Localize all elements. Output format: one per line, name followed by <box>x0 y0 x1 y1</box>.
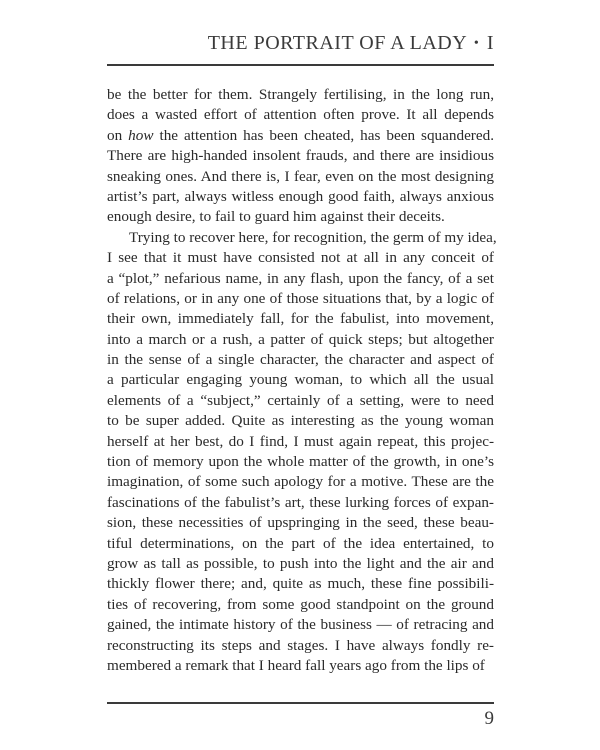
paragraph <box>107 228 497 677</box>
text-run: the attention has been cheated, has been squandered. <box>153 126 494 144</box>
italic-word: how <box>128 126 154 144</box>
text-line: tion of memory upon the whole matter of the growth, in one’s <box>107 453 494 471</box>
text-line: of relations, or in any one of those situations that, by a logic of <box>107 289 494 307</box>
text-line: membered a remark that I heard fall years ago from the lips of <box>107 656 485 674</box>
paragraph <box>107 85 494 228</box>
text-line: There are high-handed insolent frauds, and there are insidious <box>107 147 494 165</box>
text-line: gained, the intimate history of the business — of retracing and <box>107 616 494 634</box>
text-line: a “plot,” nefarious name, in any flash, upon the fancy, of a set <box>107 269 494 287</box>
running-head-title: THE PORTRAIT OF A LADY <box>207 32 467 54</box>
text-line: tiful determinations, on the part of the idea entertained, to <box>107 534 494 552</box>
text-line: artist’s part, always witless enough good faith, always anxious <box>107 187 494 205</box>
text-line <box>107 126 494 146</box>
text-line: fascinations of the fabulist’s art, these lurking forces of expan- <box>107 493 494 511</box>
text-line: into a march or a rush, a patter of quick steps; but altogether <box>107 330 494 348</box>
text-line: in the sense of a single character, the character and aspect of <box>107 351 494 369</box>
page-number: 9 <box>484 708 494 729</box>
text-line: elements of a “subject,” certainly of a setting, were to need <box>107 391 494 409</box>
running-head-section: I <box>486 32 494 54</box>
text-line: reconstructing its steps and stages. I have always fondly re- <box>107 636 494 654</box>
header-rule <box>107 64 494 66</box>
running-head <box>107 32 494 55</box>
text-line: herself at her best, do I find, I must again repeat, this projec- <box>107 432 494 450</box>
text-line: to be super added. Quite as interesting as the young woman <box>107 412 494 430</box>
footer-rule <box>107 702 494 704</box>
text-line: thickly flower there; and, quite as much, these fine possibili- <box>107 575 494 593</box>
running-head-separator: • <box>473 36 480 51</box>
text-line: ties of recovering, from some good standpoint on the ground <box>107 595 494 613</box>
body-text <box>107 85 497 676</box>
text-line: enough desire, to fail to guard him against their deceits. <box>107 208 445 226</box>
text-line: Trying to recover here, for recognition, the germ of my idea, <box>129 228 497 246</box>
text-line: sneaking ones. And there is, I fear, even on the most designing <box>107 167 494 185</box>
text-line: their own, immediately fall, for the fabulist, into movement, <box>107 310 494 328</box>
text-line: grow as tall as possible, to push into the light and the air and <box>107 554 494 572</box>
text-line: a particular engaging young woman, to which all the usual <box>107 371 494 389</box>
text-line: does a wasted effort of attention often prove. It all depends <box>107 106 494 124</box>
text-run: on <box>107 126 129 144</box>
text-line: I see that it must have consisted not at all in any conceit of <box>107 249 494 267</box>
text-line: be the better for them. Strangely fertilising, in the long run, <box>107 86 494 103</box>
text-line: sion, these necessities of upspringing in the seed, these beau- <box>107 514 494 532</box>
text-line: imagination, of some such apology for a motive. These are the <box>107 473 494 491</box>
